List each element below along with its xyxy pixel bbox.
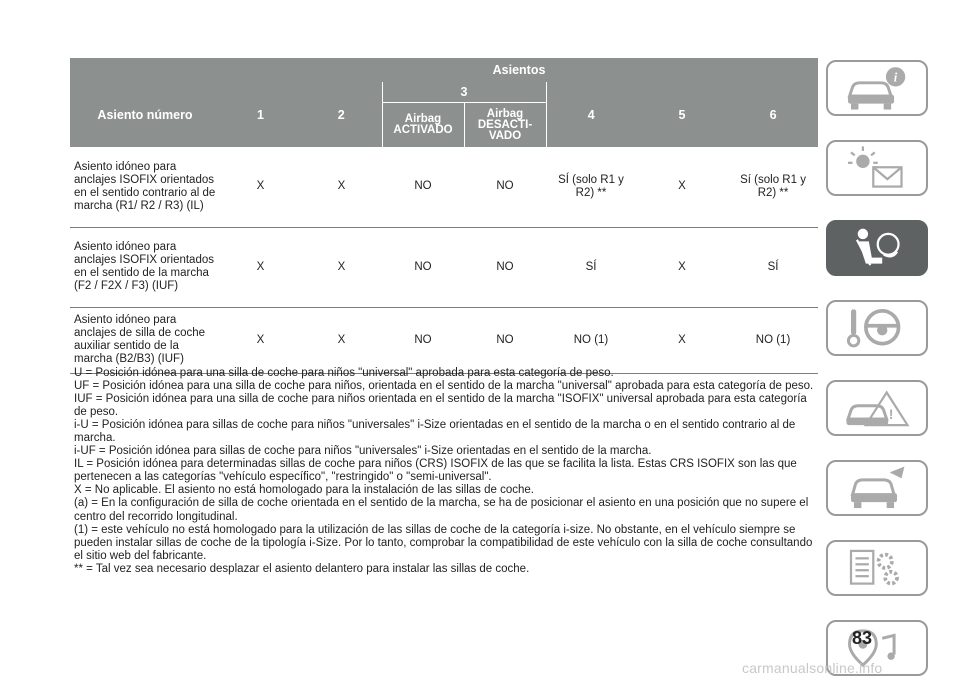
- header-col-2: 2: [301, 82, 382, 147]
- table-row: [70, 147, 818, 227]
- cell: X: [636, 227, 728, 307]
- table-row: [70, 227, 818, 307]
- legend-notes: [74, 367, 816, 576]
- cell: X: [220, 227, 301, 307]
- cell: NO: [382, 147, 464, 227]
- cell: SÍ: [728, 227, 818, 307]
- header-col-3: 3: [382, 82, 546, 103]
- tab-car-info[interactable]: [826, 60, 928, 116]
- note: (a) = En la configuración de silla de coche orientada en el sentido de la marcha, se ha de posicionar el asiento en una posición que no supere el centro del recorrido longitudinal.: [74, 497, 809, 523]
- group-header: Asientos: [220, 58, 818, 82]
- key-steering-wheel-icon: [828, 302, 926, 354]
- note: (1) = este vehículo no está homologado para la utilización de las sillas de coche de la categoría i-size. No obstante, en el vehículo siempre se pueden instalar sillas de coche de la tipología i-Size. Por lo tanto, comprobar la compatibilidad de este vehículo con la silla de coche consultando el sitio web del fabricante.: [74, 523, 813, 562]
- cell: X: [301, 147, 382, 227]
- tab-maintenance[interactable]: [826, 460, 928, 516]
- warning-lights-message-icon: [828, 142, 926, 194]
- cell: X: [220, 147, 301, 227]
- header-airbag-on: Airbag ACTIVADO: [382, 103, 464, 148]
- cell: NO: [382, 307, 464, 373]
- header-seat-number: Asiento número: [70, 82, 220, 147]
- svg-text:!: !: [888, 407, 894, 423]
- car-info-icon: [828, 62, 926, 114]
- cell: NO (1): [546, 307, 636, 373]
- note: ** = Tal vez sea necesario desplazar el asiento delantero para instalar las sillas de coche.: [74, 562, 530, 575]
- header-col-6: 6: [728, 82, 818, 147]
- seat-airbag-icon: [828, 222, 926, 274]
- cell: Sí (solo R1 y R2) **: [728, 147, 818, 227]
- header-col-5: 5: [636, 82, 728, 147]
- cell: X: [220, 307, 301, 373]
- car-emergency-icon: [828, 382, 926, 434]
- tab-safety[interactable]: [826, 220, 928, 276]
- tab-starting-driving[interactable]: [826, 300, 928, 356]
- header-col-4: 4: [546, 82, 636, 147]
- specifications-gears-icon: [828, 542, 926, 594]
- tab-emergency[interactable]: [826, 380, 928, 436]
- watermark: carmanualsonline.info: [742, 660, 883, 676]
- isofix-seat-table: [70, 58, 818, 374]
- row-description: Asiento idóneo para anclajes de silla de coche auxiliar sentido de la marcha (B2/B3) (IUF): [70, 307, 220, 373]
- svg-text:i: i: [893, 70, 898, 85]
- row-description: Asiento idóneo para anclajes ISOFIX orientados en el sentido contrario al de marcha (R1/ R2 / R3) (IL): [70, 147, 220, 227]
- cell: NO: [464, 227, 546, 307]
- cell: NO (1): [728, 307, 818, 373]
- row-description: Asiento idóneo para anclajes ISOFIX orientados en el sentido de la marcha (F2 / F2X / F3) (IUF): [70, 227, 220, 307]
- note: IUF = Posición idónea para una silla de coche para niños orientada en el sentido de la marcha "ISOFIX" universal aprobada para esta categoría de peso.: [74, 393, 807, 419]
- note: IL = Posición idónea para determinadas sillas de coche para niños (CRS) ISOFIX de las que se facilita la lista. Estas CRS ISOFIX son las que pertenecen a las categorías "vehículo específico", "restringido" o "semi-universal".: [74, 458, 797, 484]
- cell: X: [301, 227, 382, 307]
- note: U = Posición idónea para una silla de coche para niños "universal" aprobada para esta categoría de peso.: [74, 367, 614, 379]
- note: X = No aplicable. El asiento no está homologado para la instalación de las sillas de coche.: [74, 484, 534, 497]
- tab-technical-data[interactable]: [826, 540, 928, 596]
- header-airbag-off: Airbag DESACTI-VADO: [464, 103, 546, 148]
- cell: SÍ: [546, 227, 636, 307]
- page-number: 83: [852, 628, 873, 648]
- table-row: [70, 307, 818, 373]
- cell: X: [636, 147, 728, 227]
- tab-warning-lights[interactable]: [826, 140, 928, 196]
- cell: NO: [464, 147, 546, 227]
- note: UF = Posición idónea para una silla de coche para niños, orientada en el sentido de la marcha "universal" aprobada para esta categoría de peso.: [74, 380, 814, 393]
- cell: NO: [382, 227, 464, 307]
- cell: X: [636, 307, 728, 373]
- cell: SÍ (solo R1 y R2) **: [546, 147, 636, 227]
- cell: X: [301, 307, 382, 373]
- car-wrench-icon: [828, 462, 926, 514]
- note: i-U = Posición idónea para sillas de coche para niños "universales" i-Size orientadas en el sentido de la marcha o en el sentido contrario al de marcha.: [74, 419, 796, 445]
- cell: NO: [464, 307, 546, 373]
- note: i-UF = Posición idónea para sillas de coche para niños "universales" i-Size orientadas en el sentido de la marcha.: [74, 445, 652, 458]
- header-col-1: 1: [220, 82, 301, 147]
